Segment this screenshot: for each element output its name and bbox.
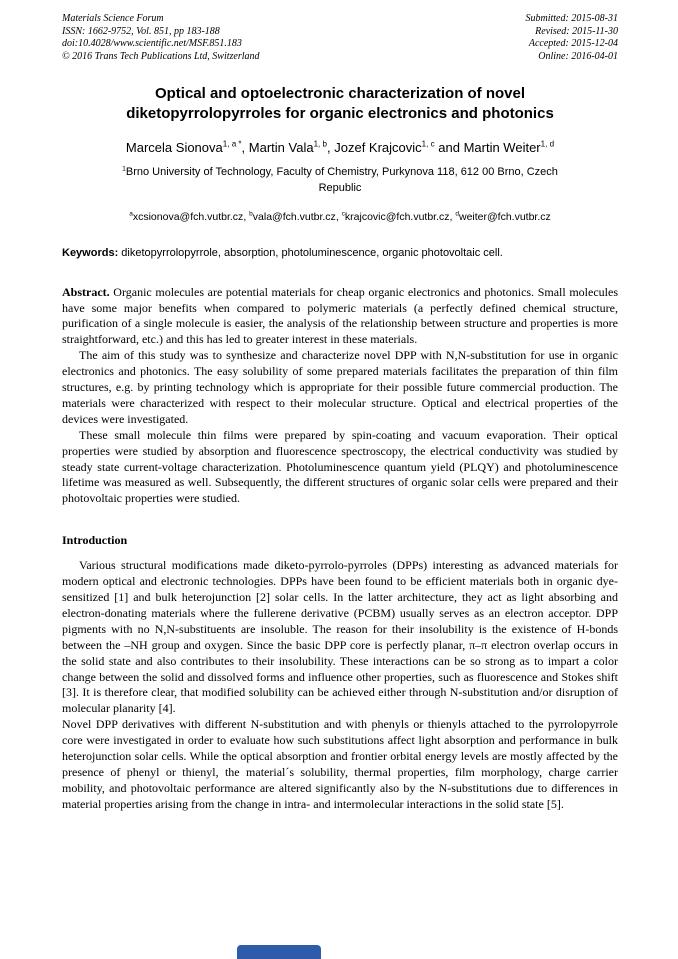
- author: [249, 140, 334, 155]
- email-separator: ,: [243, 210, 250, 223]
- email-mark: b: [249, 210, 253, 218]
- email-mark: a: [129, 210, 133, 218]
- affiliation-text: Brno University of Technology, Faculty of Chemistry, Purkynova 118, 612 00 Brno, Czech Republic: [125, 165, 558, 195]
- email-separator: ,: [449, 210, 456, 223]
- abstract-section: [62, 285, 618, 508]
- author-separator: and: [434, 139, 464, 155]
- revised-date: Revised: 2015-11-30: [535, 25, 618, 37]
- abstract-paragraph: The aim of this study was to synthesize and characterize novel DPP with N,N-substitution for use in organic electronics and photonics. The easy solubility of some prepared materials facilitates the preparation of thin film structures, e.g. by printing technology which is appropriate for their possible future commercial production. The materials were characterized with respect to their molecular structure. Optical and electrical properties of the devices were investigated.: [62, 348, 618, 426]
- author-affiliation-mark: 1, b: [313, 139, 328, 149]
- author: [334, 140, 463, 155]
- submission-dates: [526, 13, 619, 63]
- footer-logo-bar: [237, 945, 321, 959]
- authors-line: [62, 140, 618, 155]
- paper-title: Optical and optoelectronic characterization of novel diketopyrrolopyrroles for organic electronics and photonics: [126, 85, 554, 122]
- affiliation: [115, 164, 565, 197]
- introduction-paragraph: Novel DPP derivatives with different N-substitution and with phenyls or thienyls attached to the pyrrolopyrrole core were investigated in order to evaluate how such substitutions affect light absorption and performance in bulk heterojunction solar cells. While the optical absorption and frontier orbital energy levels are mostly affected by the presence of phenyl or thienyl, the material´s solubility, thermal properties, film morphology, charge carrier mobility, and photovoltaic performance are altered significantly also by the N-substitutions due to differences in material properties arising from the change in intra- and intermolecular interactions in the solid state [5].: [62, 717, 618, 811]
- email-address: weiter@fch.vutbr.cz: [458, 210, 551, 223]
- author-name: Martin Weiter: [463, 139, 541, 155]
- journal-info: [62, 13, 260, 63]
- author: [464, 140, 555, 155]
- author-name: Jozef Krajcovic: [334, 139, 422, 155]
- email-address: xcsionova@fch.vutbr.cz: [132, 210, 244, 223]
- submitted-date: Submitted: 2015-08-31: [525, 13, 618, 24]
- abstract-paragraph: [62, 285, 618, 349]
- abstract-lead-text: Organic molecules are potential materials for cheap organic electronics and photonics. Small molecules have some major benefits when compared to polymeric materials (a perfectly defined chemical structure, purification of a single molecule is easier, the analysis of the relationship between structure and properties is more straightforward, etc.) and this has led to greater interest in these materials.: [62, 284, 618, 347]
- keywords-line: [62, 247, 618, 259]
- journal-header: [62, 13, 618, 63]
- abstract-paragraph: These small molecule thin films were prepared by spin-coating and vacuum evaporation. Their optical properties were studied by absorption and fluorescence spectroscopy, the electrical conductivity was studied by steady state current-voltage characterization. Photoluminescence quantum yield (PLQY) and photoluminescence lifetime was measured as well. Subsequently, the different structures of organic solar cells were prepared and their photovoltaic properties were studied.: [62, 427, 618, 506]
- author-affiliation-mark: 1, d: [540, 139, 555, 149]
- journal-name: Materials Science Forum: [62, 13, 164, 24]
- email-address: vala@fch.vutbr.cz: [252, 210, 336, 223]
- email-mark: d: [455, 210, 459, 218]
- email-separator: ,: [335, 210, 342, 223]
- online-date: Online: 2016-04-01: [538, 50, 618, 62]
- email: [249, 211, 342, 223]
- author-emails: [62, 211, 618, 223]
- author-name: Marcela Sionova: [125, 139, 223, 155]
- author-separator: ,: [241, 139, 249, 155]
- email-address: krajcovic@fch.vutbr.cz: [344, 210, 450, 223]
- keywords-label: Keywords:: [62, 246, 119, 259]
- introduction-section: [62, 533, 618, 812]
- keywords-text: diketopyrrolopyrrole, absorption, photoluminescence, organic photovoltaic cell.: [118, 246, 503, 259]
- author-name: Martin Vala: [248, 139, 314, 155]
- section-heading-introduction: Introduction: [62, 533, 128, 548]
- author-affiliation-mark: 1, c: [421, 139, 435, 149]
- accepted-date: Accepted: 2015-12-04: [528, 38, 618, 49]
- email: [455, 211, 550, 223]
- introduction-paragraph: Various structural modifications made diketo-pyrrolo-pyrroles (DPPs) interesting as advanced materials for modern optical and electronic technologies. DPPs have been found to be efficient materials both in organic dye-sensitized [1] and bulk heterojunction [2] solar cells. In the latter architecture, they act as light absorbing and electron-donating materials where the fullerene derivative (PCBM) usually serves as an electron acceptor. DPP pigments with no N,N-substituents are insoluble. The reason for their insolubility is the existence of H-bonds between the –NH group and oxygen. Since the basic DPP core is perfectly planar, π–π electron overlap occurs in the solid state and also contributes to their insolubility. These interactions can be so strong as to impart a color change between the solid and dissolved forms and influence other properties, such as fluorescence and Stokes shift [3]. It is therefore clear, that modified solubility can be achieved either through N-substitution and/or disruption of molecular planarity [4].: [62, 558, 618, 716]
- author: [126, 140, 249, 155]
- author-separator: ,: [327, 139, 335, 155]
- journal-copyright: © 2016 Trans Tech Publications Ltd, Switzerland: [62, 50, 260, 62]
- email: [342, 211, 456, 223]
- email: [129, 211, 249, 223]
- journal-doi: doi:10.4028/www.scientific.net/MSF.851.183: [62, 38, 242, 49]
- journal-issn-volume: ISSN: 1662-9752, Vol. 851, pp 183-188: [62, 25, 220, 37]
- affiliation-mark: 1: [122, 164, 126, 172]
- abstract-label: Abstract.: [62, 284, 110, 299]
- email-mark: c: [341, 210, 345, 218]
- author-affiliation-mark: 1, a *: [222, 139, 242, 149]
